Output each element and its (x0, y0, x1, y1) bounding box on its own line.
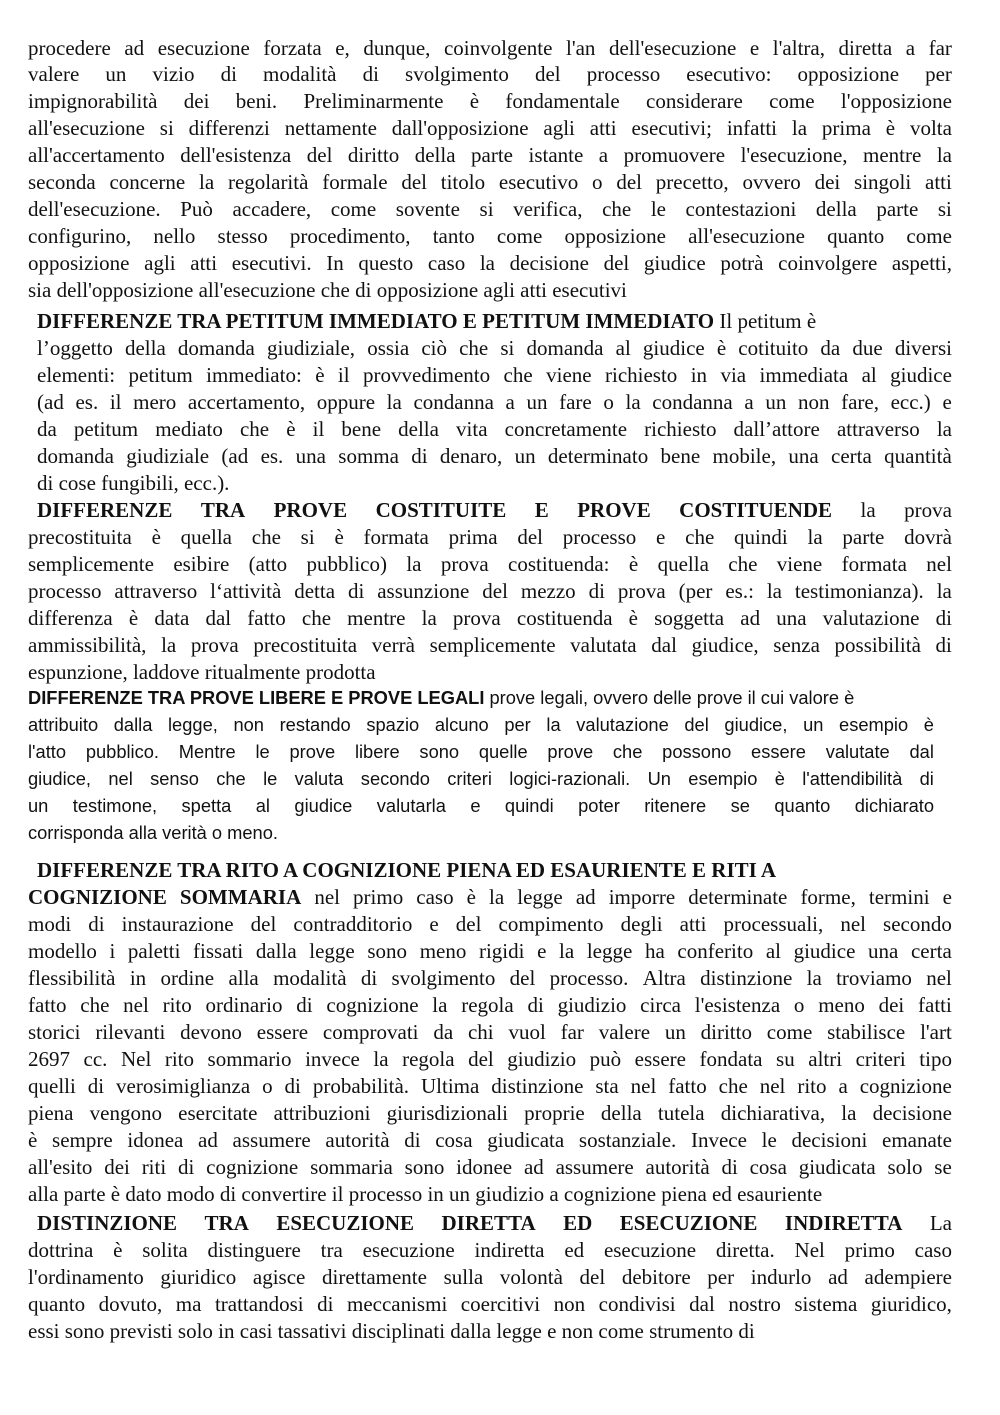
section-heading-word: SOMMARIA (179, 885, 302, 909)
section-heading-word: COSTITUITE (375, 498, 507, 522)
text-line (28, 689, 854, 707)
section-heading-word: ESECUZIONE (276, 1211, 415, 1235)
text-line: all'esecuzione si differenzi nettamente dall'opposizione agli atti esecutivi; infatti la prima è volta (28, 116, 952, 140)
text-line (28, 280, 627, 301)
text-line: domanda giudiziale (ad es. una somma di denaro, un determinato bene mobile, una certa quantità (37, 444, 952, 468)
text-line: da petitum mediato che è il bene della vita concretamente richiesto dall’attore attraverso la (37, 417, 952, 441)
body-text: essi sono previsti solo in casi tassativi disciplinati dalla legge e non come strumento di (28, 1319, 755, 1343)
text-line: piena vengono esercitate attribuzioni giurisdizionali proprie della tutela dichiarativa, la decisione (28, 1101, 952, 1125)
section-heading-word: PROVE (273, 498, 348, 522)
text-line: fatto che nel rito ordinario di cognizione la regola di giudizio circa l'esistenza o meno dei fatti (28, 993, 952, 1017)
text-line: precostituita è quella che si è formata prima del processo e che quindi la parte dovrà (28, 525, 952, 549)
text-line: DIFFERENZE TRA PROVE COSTITUITE E PROVE COSTITUENDE la prova (37, 498, 952, 522)
text-line: opposizione agli atti esecutivi. In questo caso la decisione del giudice potrà coinvolgere aspetti, (28, 251, 952, 275)
section-heading-word: INDIRETTA (784, 1211, 903, 1235)
section-heading: DIFFERENZE TRA PROVE LIBERE E PROVE LEGALI (28, 687, 485, 708)
text-line: modello i paletti fissati dalla legge sono meno rigidi e la legge ha conferito al giudice una certa (28, 939, 952, 963)
text-line: impignorabilità dei beni. Preliminarmente è fondamentale considerare come l'opposizione (28, 89, 952, 113)
text-line (28, 662, 376, 683)
text-line: l'ordinamento giuridico agisce direttamente sulla volontà del debitore per indurlo ad adempiere (28, 1265, 952, 1289)
section-heading: DIFFERENZE TRA PETITUM IMMEDIATO E PETITUM IMMEDIATO (37, 309, 715, 333)
section-heading-word: COSTITUENDE (679, 498, 833, 522)
text-line: giudice, nel senso che le valuta secondo criteri logici-razionali. Un esempio è l'attendibilità di (28, 768, 934, 789)
text-line: l’oggetto della domanda giudiziale, ossia ciò che si domanda al giudice è cotituito da due diversi (37, 336, 952, 360)
text-line: quanto dovuto, ma trattandosi di meccanismi coercitivi non condivisi dal nostro sistema giuridico, (28, 1292, 952, 1316)
text-line: seconda concerne la regolarità formale del titolo esecutivo o del precetto, ovvero dei singoli atti (28, 170, 952, 194)
body-text: prove legali, ovvero delle prove il cui valore è (484, 687, 855, 708)
section-heading-word: E (534, 498, 549, 522)
text-line: l'atto pubblico. Mentre le prove libere sono quelle prove che possono essere valutate dal (28, 741, 934, 762)
text-line (37, 311, 816, 332)
text-line: configurino, nello stesso procedimento, tanto come opposizione all'esecuzione quanto come (28, 224, 952, 248)
text-line: storici rilevanti devono essere comprovati da chi vuol far valere un diritto come stabilisce l'art (28, 1020, 952, 1044)
text-line (37, 860, 776, 881)
text-line: elementi: petitum immediato: è il provvedimento che viene richiesto in via immediata al giudice (37, 363, 952, 387)
text-line: 2697 cc. Nel rito sommario invece la regola del giudizio può essere fondata su altri criteri tipo (28, 1047, 952, 1071)
text-line (28, 1184, 822, 1205)
section-heading-word: ESECUZIONE (619, 1211, 758, 1235)
text-line: valere un vizio di modalità di svolgimento del processo esecutivo: opposizione per (28, 62, 952, 86)
body-text: di cose fungibili, ecc.). (37, 471, 230, 495)
section-heading-word: DIFFERENZE (37, 498, 173, 522)
text-line: all'accertamento dell'esistenza del diritto della parte istante a promuovere l'esecuzione, mentre la (28, 143, 952, 167)
section-heading: DIFFERENZE TRA RITO A COGNIZIONE PIENA ED ESAURIENTE E RITI A (37, 858, 777, 882)
body-text: Il petitum è (714, 309, 817, 333)
section-heading-word: TRA (204, 1211, 249, 1235)
text-line: modi di instaurazione del contradditorio e del compimento degli atti processuali, nel secondo (28, 912, 952, 936)
text-line: DISTINZIONE TRA ESECUZIONE DIRETTA ED ESECUZIONE INDIRETTA La (37, 1211, 952, 1235)
text-line: procedere ad esecuzione forzata e, dunque, coinvolgente l'an dell'esecuzione e l'altra, diretta a far (28, 36, 952, 60)
text-line: all'esito dei riti di cognizione sommaria sono idonee ad assumere autorità di cosa giudicata solo se (28, 1155, 952, 1179)
body-text: alla parte è dato modo di convertire il processo in un giudizio a cognizione piena ed esauriente (28, 1182, 823, 1206)
text-line: dell'esecuzione. Può accadere, come sovente si verifica, che le contestazioni della parte si (28, 197, 952, 221)
text-line: dottrina è solita distinguere tra esecuzione indiretta ed esecuzione diretta. Nel primo caso (28, 1238, 952, 1262)
body-text: corrisponda alla verità o meno. (28, 822, 278, 843)
section-heading-word: DIRETTA (441, 1211, 536, 1235)
text-line: flessibilità in ordine alla modalità di svolgimento del processo. Altra distinzione la troviamo nel (28, 966, 952, 990)
text-line: ammissibilità, la prova precostituita verrà semplicemente valutata dal giudice, senza possibilità di (28, 633, 952, 657)
body-text: sia dell'opposizione all'esecuzione che di opposizione agli atti esecutivi (28, 278, 627, 302)
text-line (37, 473, 229, 494)
section-heading-word: ED (563, 1211, 593, 1235)
text-line (28, 824, 278, 842)
text-line: semplicemente esibire (atto pubblico) la prova costituenda: è quella che viene formata nel (28, 552, 952, 576)
text-line: processo attraverso l‘attività detta di assunzione del mezzo di prova (per es.: la testimonianza). la (28, 579, 952, 603)
text-line (28, 1321, 755, 1342)
text-line: attribuito dalla legge, non restando spazio alcuno per la valutazione del giudice, un esempio è (28, 714, 934, 735)
body-text: espunzione, laddove ritualmente prodotta (28, 660, 376, 684)
section-heading-word: TRA (200, 498, 246, 522)
section-heading-word: PROVE (577, 498, 651, 522)
section-heading-word: DISTINZIONE (37, 1211, 178, 1235)
text-line: quelli di verosimiglianza o di probabilità. Ultima distinzione sta nel fatto che nel rito a cognizione (28, 1074, 952, 1098)
text-line: un testimone, spetta al giudice valutarla e quindi poter ritenere se quanto dichiarato (28, 795, 934, 816)
text-line: differenza è data dal fatto che mentre la prova costituenda è soggetta ad una valutazione di (28, 606, 952, 630)
text-line: (ad es. il mero accertamento, oppure la condanna a un fare o la condanna a un non fare, ecc.) e (37, 390, 952, 414)
text-line: COGNIZIONE SOMMARIA nel primo caso è la legge ad imporre determinate forme, termini e (28, 885, 952, 909)
text-line: è sempre idonea ad assumere autorità di cosa giudicata sostanziale. Invece le decisioni emanate (28, 1128, 952, 1152)
section-heading-word: COGNIZIONE (28, 885, 167, 909)
